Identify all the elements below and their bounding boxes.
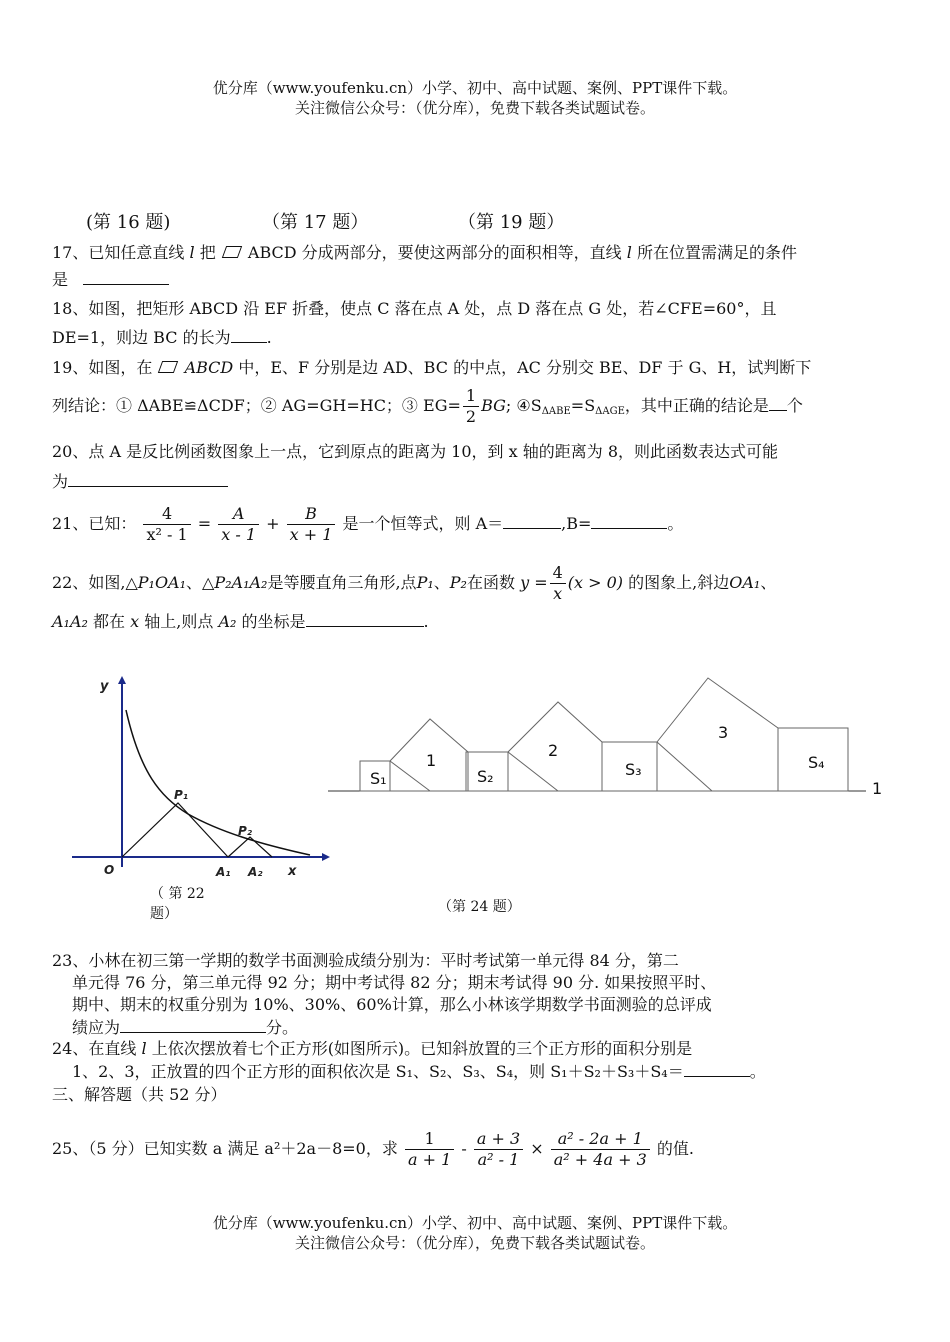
page-footer: [0, 1213, 950, 1253]
footer-line-2: 关注微信公众号：（优分库），免费下载各类试题试卷。: [294, 1234, 655, 1252]
figure-24: [320, 670, 900, 805]
question-17: 17、已知任意直线 l 把 ABCD 分成两部分，要使这两部分的面积相等，直线 l 所在位置需满足的条件: [52, 243, 797, 262]
origin-label: O: [104, 863, 115, 877]
header-line-1: 优分库（www.youfenku.cn）小学、初中、高中试题、案例、PPT课件下载。: [212, 79, 738, 97]
question-18-cont: DE=1，则边 BC 的长为 .: [52, 328, 272, 347]
p1-label: P₁: [174, 788, 189, 802]
parallelogram-icon: [222, 246, 242, 258]
parallelogram-icon: [158, 361, 178, 373]
question-22: 22、如图,△P₁OA₁、△P₂A₁A₂是等腰直角三角形,点P₁、P₂在函数 y = $\frac{4}{x}$ (x > 0) 的图象上,斜边OA₁、: [52, 563, 777, 603]
label-s1: S₁: [370, 769, 387, 788]
label-tilt-1: 1: [426, 751, 437, 770]
y-axis-arrow: [118, 676, 126, 684]
answer-blank-23[interactable]: [120, 1016, 266, 1033]
question-23-line4: 绩应为 分。: [72, 1018, 299, 1037]
page-header: [0, 78, 950, 118]
answer-blank-17[interactable]: [83, 268, 169, 285]
question-19-cont: 列结论：① ΔABE≌ΔCDF；② AG=GH=HC；③ EG= $\frac{1}{2}$ BG; $④S_{\Delta ABE}=S_{\Delta AGE}$，其中正确的结论是 个: [52, 386, 803, 426]
hyperbola-curve: [126, 710, 310, 855]
a2-label: A₂: [248, 865, 263, 879]
caption-q17: （第 17 题）: [262, 212, 369, 233]
question-17-cont: 是: [52, 268, 902, 291]
a1-label: A₁: [216, 865, 231, 879]
section-3-heading: 三、解答题（共 52 分）: [52, 1085, 227, 1104]
label-s2: S₂: [477, 767, 494, 786]
question-23-line3: 期中、期末的权重分别为 10%、30%、60%计算，那么小林该学期数学书面测验的总评成: [72, 995, 712, 1014]
footer-line-1: 优分库（www.youfenku.cn）小学、初中、高中试题、案例、PPT课件下载。: [212, 1214, 738, 1232]
answer-blank-21a[interactable]: [503, 512, 561, 529]
caption-q19: （第 19 题）: [458, 212, 565, 233]
x-axis-label: x: [288, 864, 297, 879]
figure-22: [60, 672, 330, 898]
label-s3: S₃: [625, 760, 642, 779]
question-24: 24、在直线 l 上依次摆放着七个正方形(如图所示)。已知斜放置的三个正方形的面积分别是: [52, 1039, 693, 1058]
question-25: 25、（5 分）已知实数 a 满足 a²＋2a－8=0，求 $\frac{1}{a + 1}$ - $\frac{a + 3}{\text{a² - 1}}$ × $\frac{\text{a² - 2a + 1}}{\text{a² + 4a + 3}}$ 的值.: [52, 1129, 694, 1169]
answer-blank-24[interactable]: [684, 1060, 750, 1077]
y-axis-label: y: [100, 679, 109, 694]
answer-blank-19[interactable]: [769, 394, 787, 411]
label-tilt-2: 2: [548, 741, 559, 760]
answer-blank-21b[interactable]: [591, 512, 667, 529]
question-23-line2: 单元得 76 分，第三单元得 92 分；期中考试得 82 分；期末考试得 90 分. 如果按照平时、: [72, 973, 717, 992]
header-line-2: 关注微信公众号：（优分库），免费下载各类试题试卷。: [294, 99, 655, 117]
question-18: 18、如图，把矩形 ABCD 沿 EF 折叠，使点 C 落在点 A 处，点 D 落在点 G 处，若∠CFE=60°，且: [52, 299, 777, 318]
fig22-caption: （ 第 22 题）: [150, 886, 205, 922]
caption-q16: (第 16 题): [86, 212, 171, 233]
label-line: 1: [872, 779, 883, 798]
question-20: 20、点 A 是反比例函数图象上一点，它到原点的距离为 10，到 x 轴的距离为 8，则此函数表达式可能: [52, 442, 778, 461]
answer-blank-18[interactable]: [231, 326, 267, 343]
question-21: 21、已知： $\frac{4}{\text{x² - 1}}$ = $\frac{A}{x - 1}$ + $\frac{B}{x + 1}$ 是一个恒等式，则 A＝ ,B= 。: [52, 504, 684, 544]
question-24-cont: 1、2、3，正放置的四个正方形的面积依次是 S₁、S₂、S₃、S₄，则 S₁＋S₂＋S₃＋S₄＝ 。: [72, 1062, 766, 1081]
label-s4: S₄: [808, 753, 825, 772]
x-axis-arrow: [322, 853, 330, 861]
answer-blank-20[interactable]: [68, 470, 228, 487]
label-tilt-3: 3: [718, 723, 729, 742]
fig24-caption: （第 24 题）: [438, 899, 521, 915]
triangle-p1oa1: [122, 803, 228, 857]
question-22-cont: A₁A₂ 都在 x 轴上,则点 A₂ 的坐标是 .: [52, 612, 429, 631]
question-20-cont: 为: [52, 470, 902, 493]
question-23: 23、小林在初三第一学期的数学书面测验成绩分别为：平时考试第一单元得 84 分，第二: [52, 951, 679, 970]
p2-label: P₂: [238, 824, 253, 838]
question-19: 19、如图，在 ABCD 中，E、F 分别是边 AD、BC 的中点，AC 分别交 BE、DF 于 G、H，试判断下: [52, 358, 812, 377]
answer-blank-22[interactable]: [306, 610, 424, 627]
